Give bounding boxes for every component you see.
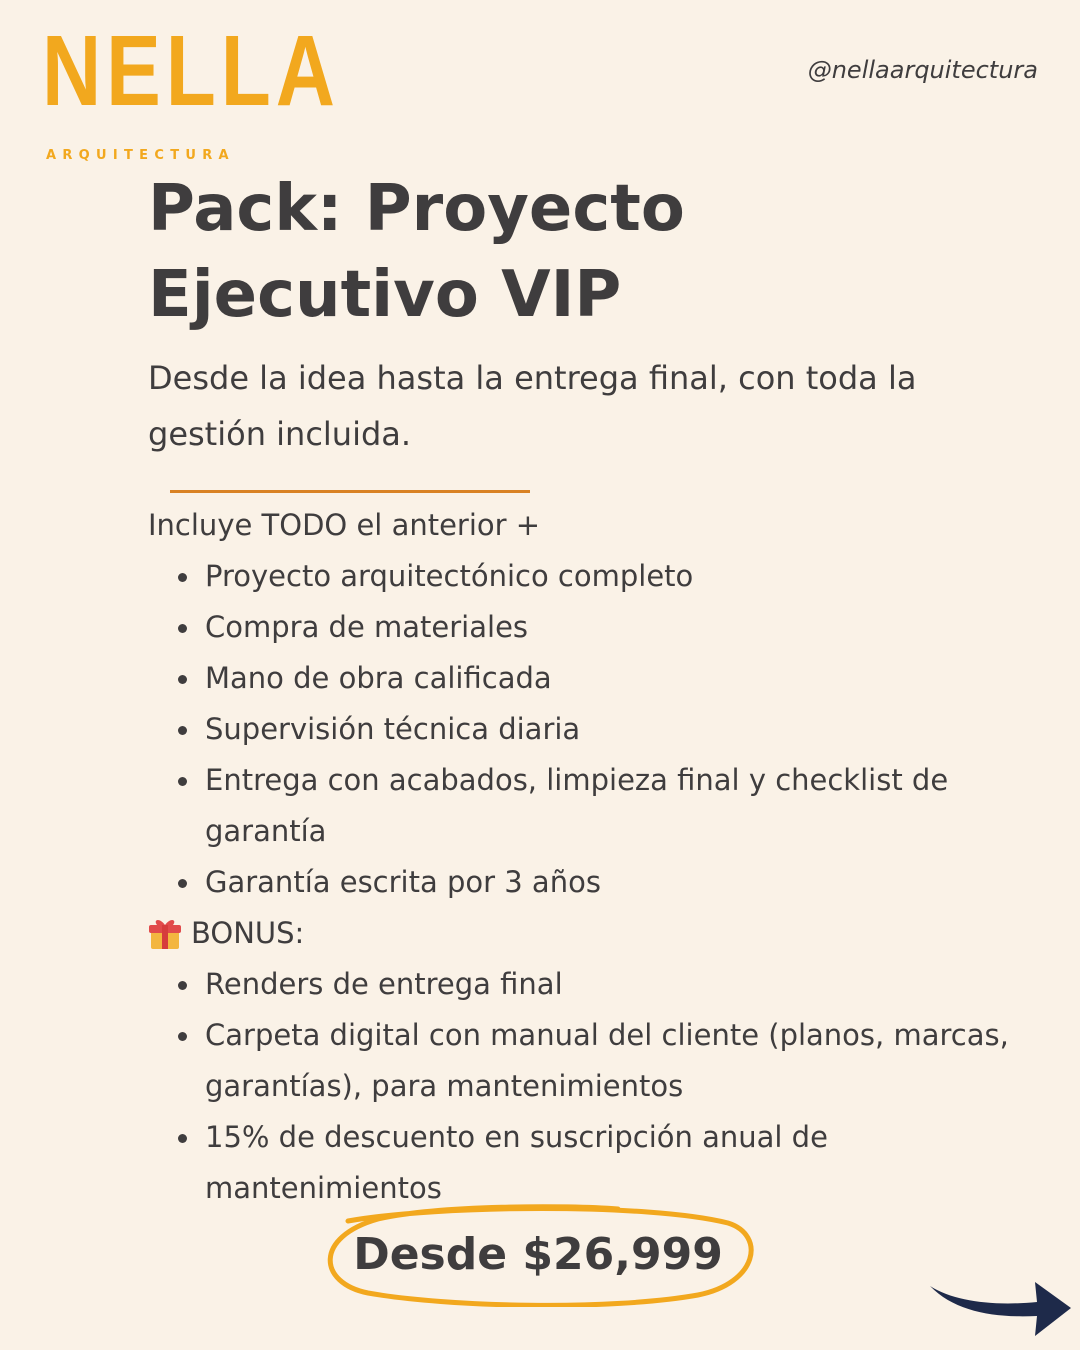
page-title bbox=[148, 166, 948, 338]
list-item-text: Entrega con acabados, limpieza final y checklist de garantía bbox=[205, 763, 949, 848]
list-item-text: Garantía escrita por 3 años bbox=[205, 865, 601, 899]
brand-logo bbox=[42, 15, 340, 163]
list-item-text: Carpeta digital con manual del cliente (planos, marcas, garantías), para mantenimientos bbox=[205, 1018, 1009, 1103]
title-line-1: Pack: Proyecto bbox=[148, 172, 685, 246]
bullet-icon bbox=[178, 1134, 187, 1143]
list-item-text: Supervisión técnica diaria bbox=[205, 712, 581, 746]
list-item bbox=[205, 1112, 1028, 1214]
list-item bbox=[205, 755, 1028, 857]
list-item bbox=[205, 551, 1028, 602]
page-subtitle: Desde la idea hasta la entrega final, con toda la gestión incluida. bbox=[148, 359, 917, 453]
bullet-icon bbox=[178, 675, 187, 684]
arrow-right-icon[interactable] bbox=[925, 1276, 1075, 1340]
logo-wordmark: NELLA bbox=[42, 15, 340, 127]
social-handle: @nellaarquitectura bbox=[807, 56, 1038, 84]
price-badge bbox=[318, 1203, 758, 1307]
bullet-icon bbox=[178, 879, 187, 888]
bullet-icon bbox=[178, 777, 187, 786]
section-divider bbox=[170, 490, 530, 493]
list-item-text: Mano de obra calificada bbox=[205, 661, 552, 695]
bullet-icon bbox=[178, 573, 187, 582]
bonus-label: BONUS: bbox=[191, 916, 305, 950]
logo-subtext: ARQUITECTURA bbox=[46, 148, 235, 163]
list-item bbox=[205, 959, 1028, 1010]
list-item bbox=[205, 602, 1028, 653]
bonus-list bbox=[148, 959, 1028, 1214]
bullet-icon bbox=[178, 1032, 187, 1041]
list-item bbox=[205, 857, 1028, 908]
list-item-text: Proyecto arquitectónico completo bbox=[205, 559, 694, 593]
list-item bbox=[205, 653, 1028, 704]
list-item-text: Renders de entrega final bbox=[205, 967, 563, 1001]
list-item-text: 15% de descuento en suscripción anual de mantenimientos bbox=[205, 1120, 828, 1205]
includes-list bbox=[148, 551, 1028, 908]
list-item bbox=[205, 1010, 1028, 1112]
includes-intro: Incluye TODO el anterior + bbox=[148, 508, 541, 542]
bullet-icon bbox=[178, 624, 187, 633]
title-line-2: Ejecutivo VIP bbox=[148, 258, 622, 332]
price-label: Desde $26,999 bbox=[353, 1229, 723, 1280]
bullet-icon bbox=[178, 726, 187, 735]
bullet-icon bbox=[178, 981, 187, 990]
list-item-text: Compra de materiales bbox=[205, 610, 529, 644]
gift-icon bbox=[148, 917, 182, 951]
pack-details bbox=[148, 500, 1028, 1214]
bonus-heading bbox=[148, 908, 1028, 959]
list-item bbox=[205, 704, 1028, 755]
